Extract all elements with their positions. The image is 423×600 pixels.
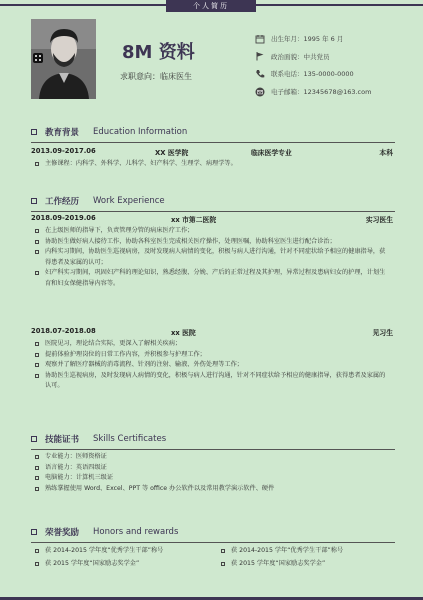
job-intent: [120, 71, 192, 82]
honors-title-en: Honors and rewards: [93, 527, 179, 537]
candidate-name: 8M 资料: [122, 42, 195, 63]
resume-title-tab: 个人简历: [166, 0, 256, 12]
section-square-icon: [31, 529, 37, 535]
calendar-icon: [254, 33, 265, 44]
info-phone: [254, 66, 414, 81]
info-politics: [254, 49, 414, 64]
section-square-icon: [31, 198, 37, 204]
flag-icon: [254, 51, 265, 62]
job-2-period: 2018.07-2018.08: [31, 327, 96, 335]
education-degree: 本科: [379, 149, 393, 157]
education-header: [31, 126, 187, 138]
list-item: 提前体验护理岗位的日常工作内容，并积极参与护理工作；: [35, 350, 391, 361]
work-title-cn: 工作经历: [45, 197, 80, 207]
list-item: 妇产科实习期间，巩固妇产科的理论知识，熟悉经腹、分娩、产后的正常过程及其护理，异常过程及患病妇女的护理，计划生育和妇女保健指导内容等。: [35, 268, 391, 289]
education-major: 临床医学专业: [251, 149, 292, 157]
contact-info: [254, 31, 414, 102]
education-row: [31, 147, 395, 157]
education-school: XX 医学院: [155, 149, 189, 157]
top-banner: [0, 0, 423, 12]
list-item: 电脑能力：计算机三级证: [35, 473, 391, 484]
job-1-org: xx 市第二医院: [171, 216, 217, 224]
work-header: [31, 195, 165, 207]
skills-list: [35, 452, 391, 494]
section-square-icon: [31, 436, 37, 442]
work-title-en: Work Experience: [93, 196, 165, 206]
job-intent-value: 临床医生: [160, 72, 192, 81]
list-item: 协助医生做好病人接待工作，协助各科室医生完成相关医疗操作，处理医嘱，协助科室医生进行配合诊治；: [35, 237, 391, 248]
list-item: 内科实习期间，协助医生巡视病房，及时发现病人病情的变化，积极与病人进行沟通，针对不同症状给予相应的健康指导，获得患者及家属的认可；: [35, 247, 391, 268]
info-politics-text: 政治面貌：中共党员: [271, 52, 330, 61]
honor-item: 获 2014-2015 学年“优秀学生干部”称号: [221, 546, 343, 557]
job-1-list: [35, 226, 391, 289]
skills-rule: [31, 449, 395, 450]
list-item: 医院见习，理论结合实际，更深入了解相关疾病；: [35, 339, 391, 350]
list-item: 熟练掌握使用 Word、Excel、PPT 等 office 办公软件以及常用教学演示软件、硬件: [35, 484, 391, 495]
email-icon: [254, 86, 265, 97]
education-period: 2013.09-2017.06: [31, 147, 96, 155]
job-intent-label: 求职意向：: [120, 72, 160, 81]
education-rule: [31, 142, 395, 143]
honor-item: 获 2014-2015 学年度“优秀学生干部”称号: [35, 546, 163, 557]
photo-badge-icon: [33, 53, 43, 63]
info-phone-text: 联系电话：135-0000-0000: [271, 70, 354, 79]
education-list: [35, 159, 391, 170]
job-1-role: 实习医生: [365, 216, 393, 224]
work-rule: [31, 211, 395, 212]
list-item: 在上级医师的指导下，负责管理分管的病床医疗工作；: [35, 226, 391, 237]
info-email-text: 电子邮箱：12345678@163.com: [271, 88, 372, 97]
info-birth-text: 出生年月：1995 年 6 月: [271, 35, 344, 43]
phone-icon: [254, 68, 265, 79]
job-2-list: [35, 339, 391, 392]
education-title-en: Education Information: [93, 127, 188, 137]
job-1-row: [31, 214, 395, 224]
honors-rule: [31, 542, 395, 543]
job-1-period: 2018.09-2019.06: [31, 214, 96, 222]
skills-title-en: Skills Certificates: [93, 434, 167, 444]
profile-photo: [31, 19, 96, 99]
skills-header: [31, 433, 166, 445]
education-title-cn: 教育背景: [45, 128, 80, 138]
skills-title-cn: 技能证书: [45, 435, 80, 445]
info-birth: [254, 31, 414, 46]
list-item: 语言能力：英语四级证: [35, 463, 391, 474]
list-item: 观察并了解医疗器械的消毒流程、针剂的注射、输液、外伤处理等工作；: [35, 360, 391, 371]
list-item: 主修课程：内科学、外科学、儿科学、妇产科学、生理学、病理学等。: [35, 159, 391, 170]
honors-title-cn: 荣誉奖励: [45, 528, 80, 538]
job-2-row: [31, 327, 395, 337]
section-square-icon: [31, 129, 37, 135]
honors-header: [31, 526, 178, 538]
job-2-role: 见习生: [372, 329, 393, 337]
info-email: [254, 84, 414, 99]
list-item: 专业能力：医师资格证: [35, 452, 391, 463]
list-item: 协助医生巡视病房，及时发现病人病情的变化，积极与病人进行沟通，针对不同症状给予相应的健康指导，获得患者及家属的认可。: [35, 371, 391, 392]
honor-item: 获 2015 学年度“国家励志奖学金”: [35, 559, 139, 570]
honor-item: 获 2015 学年度“国家励志奖学金”: [221, 559, 325, 570]
job-2-org: xx 医院: [171, 329, 196, 337]
